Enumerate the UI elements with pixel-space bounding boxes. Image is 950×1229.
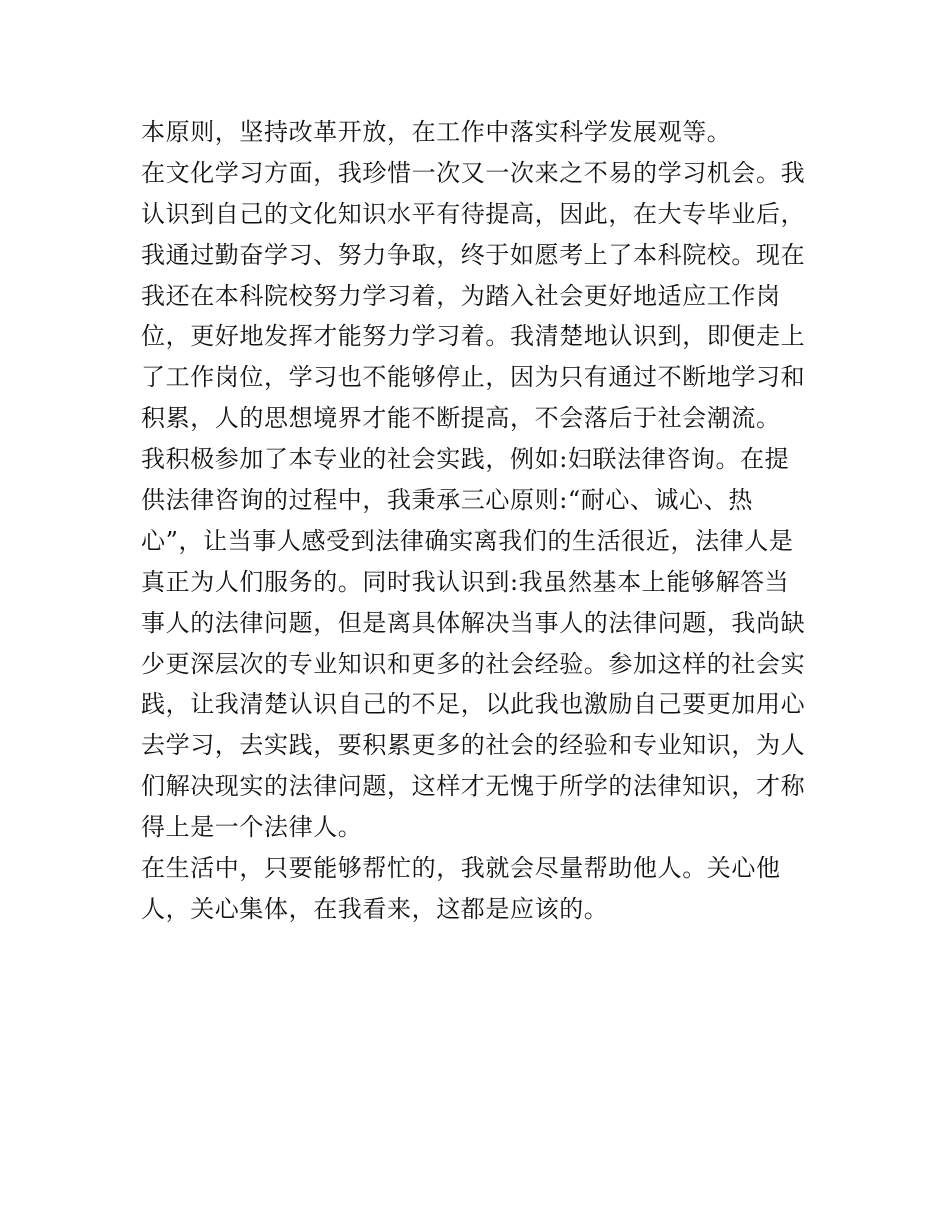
text-line: 位，更好地发挥才能努力学习着。我清楚地认识到，即便走上 xyxy=(141,322,806,351)
text-line: 认识到自己的文化知识水平有待提高，因此，在大专毕业后， xyxy=(141,199,806,228)
text-line: 供法律咨询的过程中，我秉承三心原则:“耐心、诚心、热 xyxy=(141,486,753,515)
body-text xyxy=(141,112,821,930)
text-line: 在生活中，只要能够帮忙的，我就会尽量帮助他人。关心他 xyxy=(141,854,781,883)
text-line: 积累，人的思想境界才能不断提高，不会落后于社会潮流。 xyxy=(141,404,781,433)
text-line: 去学习，去实践，要积累更多的社会的经验和专业知识，为人 xyxy=(141,731,806,760)
text-line: 得上是一个法律人。 xyxy=(141,813,363,842)
text-line: 在文化学习方面，我珍惜一次又一次来之不易的学习机会。我 xyxy=(141,158,806,187)
text-line: 了工作岗位，学习也不能够停止，因为只有通过不断地学习和 xyxy=(141,363,806,392)
text-line: 少更深层次的专业知识和更多的社会经验。参加这样的社会实 xyxy=(141,649,806,678)
text-line: 事人的法律问题，但是离具体解决当事人的法律问题，我尚缺 xyxy=(141,608,806,637)
text-line: 我还在本科院校努力学习着，为踏入社会更好地适应工作岗 xyxy=(141,281,781,310)
text-line: 我积极参加了本专业的社会实践，例如:妇联法律咨询。在提 xyxy=(141,445,790,474)
text-line: 真正为人们服务的。同时我认识到:我虽然基本上能够解答当 xyxy=(141,567,790,596)
text-line: 我通过勤奋学习、努力争取，终于如愿考上了本科院校。现在 xyxy=(141,240,806,269)
text-line: 践，让我清楚认识自己的不足，以此我也激励自己要更加用心 xyxy=(141,690,806,719)
text-line: 人，关心集体，在我看来，这都是应该的。 xyxy=(141,894,609,923)
text-line: 本原则，坚持改革开放，在工作中落实科学发展观等。 xyxy=(141,118,732,146)
text-line: 心”，让当事人感受到法律确实离我们的生活很近，法律人是 xyxy=(141,526,794,555)
text-line: 们解决现实的法律问题，这样才无愧于所学的法律知识，才称 xyxy=(141,772,806,801)
